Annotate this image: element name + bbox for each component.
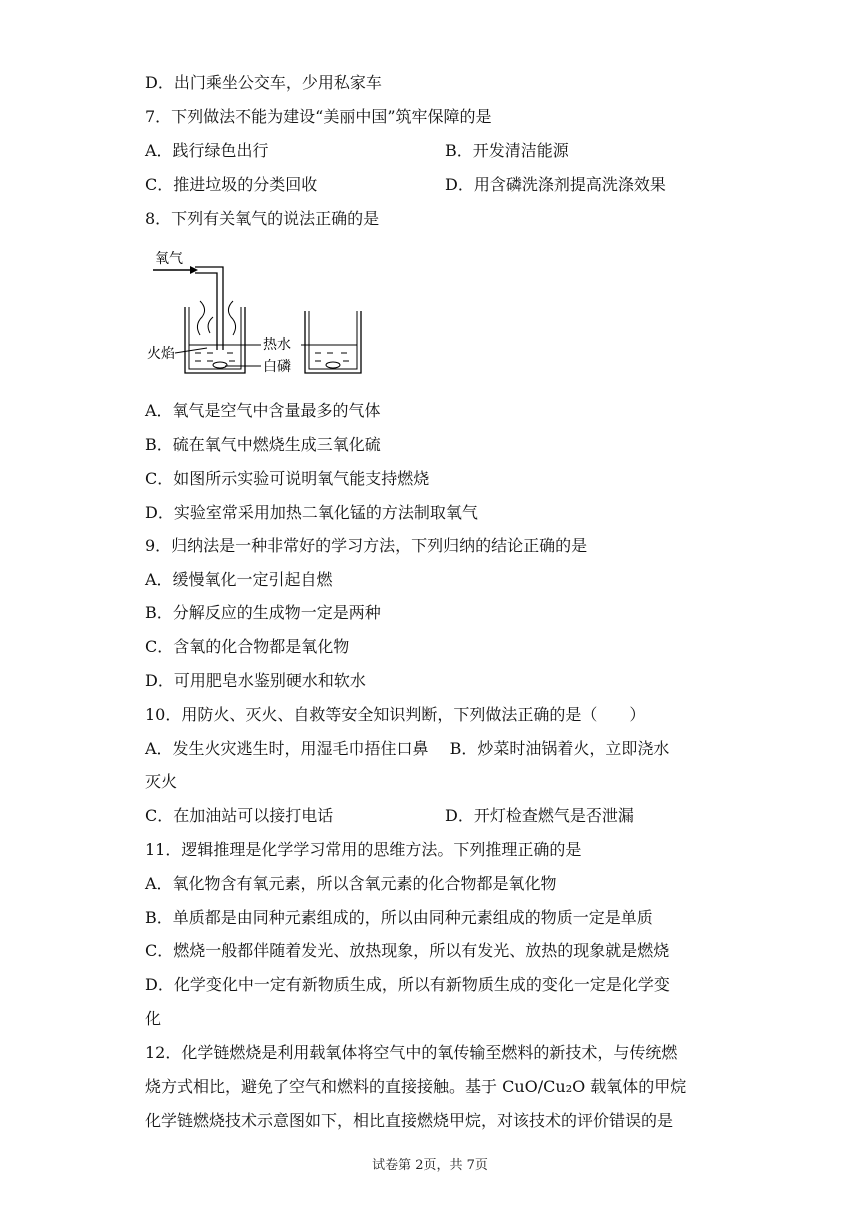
q8-option-a: A．氧气是空气中含量最多的气体 xyxy=(145,401,381,420)
q8-option-b: B．硫在氧气中燃烧生成三氧化硫 xyxy=(145,435,381,454)
q11-option-b: B．单质都是由同种元素组成的，所以由同种元素组成的物质一定是单质 xyxy=(145,908,653,927)
q9-option-d: D．可用肥皂水鉴别硬水和软水 xyxy=(145,671,366,690)
q11-option-d-cont: 化 xyxy=(145,1009,162,1028)
figure-label-hot-water: 热水 xyxy=(263,337,291,353)
q7-option-a: A．践行绿色出行 xyxy=(145,141,269,160)
beaker-right xyxy=(305,311,361,373)
q11-option-d: D．化学变化中一定有新物质生成，所以有新物质生成的变化一定是化学变 xyxy=(145,975,670,994)
white-phosphorus-left xyxy=(213,362,227,368)
white-phosphorus-right xyxy=(326,362,340,368)
q12-stem-line2: 烧方式相比，避免了空气和燃料的直接接触。基于 CuO/Cu₂O 载氧体的甲烷 xyxy=(145,1077,687,1096)
figure-label-oxygen: 氧气 xyxy=(155,251,183,267)
q11-option-c: C．燃烧一般都伴随着发光、放热现象，所以有发光、放热的现象就是燃烧 xyxy=(145,941,670,960)
flame-icon xyxy=(197,301,204,335)
q9-option-c: C．含氧的化合物都是氧化物 xyxy=(145,637,350,656)
page-footer: 试卷第 2页，共 7页 xyxy=(372,1158,488,1173)
q10-option-d: D．开灯检查燃气是否泄漏 xyxy=(445,806,634,825)
q8-option-d: D．实验室常采用加热二氧化锰的方法制取氧气 xyxy=(145,503,478,522)
figure-label-white-phosphorus: 白磷 xyxy=(263,359,291,375)
q11-option-a: A．氧化物含有氧元素，所以含氧元素的化合物都是氧化物 xyxy=(145,874,557,893)
q12-stem-line1: 12．化学链燃烧是利用载氧体将空气中的氧传输至燃料的新技术，与传统燃 xyxy=(145,1043,678,1062)
q10-option-c: C．在加油站可以接打电话 xyxy=(145,806,334,825)
q9-option-a: A．缓慢氧化一定引起自燃 xyxy=(145,570,333,589)
q10-row2 xyxy=(145,805,634,827)
q9-option-b: B．分解反应的生成物一定是两种 xyxy=(145,603,381,622)
delivery-tube xyxy=(195,267,223,350)
figure-label-flame: 火焰 xyxy=(147,346,175,362)
q8-option-c: C．如图所示实验可说明氧气能支持燃烧 xyxy=(145,469,430,488)
q7-stem: 7．下列做法不能为建设“美丽中国”筑牢保障的是 xyxy=(145,107,492,126)
q7-row2 xyxy=(145,174,666,196)
q10-option-b-cont: 灭火 xyxy=(145,772,178,791)
q9-stem: 9．归纳法是一种非常好的学习方法，下列归纳的结论正确的是 xyxy=(145,536,588,555)
q7-option-d: D．用含磷洗涤剂提高洗涤效果 xyxy=(445,175,666,194)
q12-stem-line3: 化学链燃烧技术示意图如下，相比直接燃烧甲烷，对该技术的评价错误的是 xyxy=(145,1111,674,1130)
oxygen-experiment-figure xyxy=(145,245,375,385)
q6-option-d: D．出门乘坐公交车，少用私家车 xyxy=(145,73,382,92)
q7-row1 xyxy=(145,140,569,162)
q8-stem: 8．下列有关氧气的说法正确的是 xyxy=(145,209,380,228)
q7-option-b: B．开发清洁能源 xyxy=(445,141,569,160)
q11-stem: 11．逻辑推理是化学学习常用的思维方法。下列推理正确的是 xyxy=(145,840,582,859)
q10-options-ab: A．发生火灾逃生时，用湿毛巾捂住口鼻 B．炒菜时油锅着火，立即浇水 xyxy=(145,739,670,758)
q7-option-c: C．推进垃圾的分类回收 xyxy=(145,175,318,194)
q10-stem: 10．用防火、灭火、自救等安全知识判断，下列做法正确的是（ ） xyxy=(145,705,646,724)
